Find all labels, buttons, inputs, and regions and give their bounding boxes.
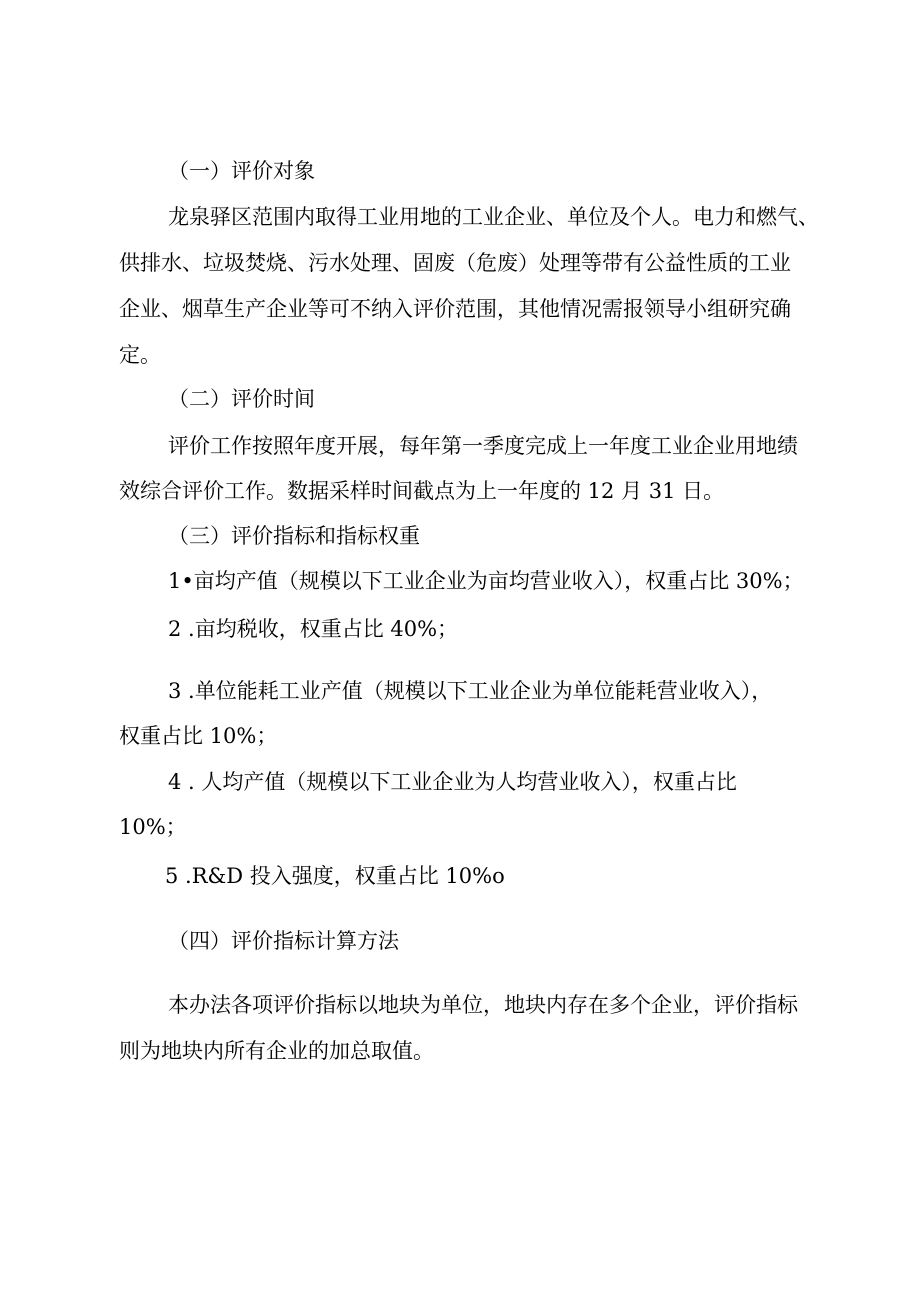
section-heading-indicators-weights: （三）评价指标和指标权重	[168, 524, 420, 548]
section-heading-calculation-method: （四）评价指标计算方法	[168, 929, 399, 953]
section-heading-evaluation-object: （一）评价对象	[168, 159, 315, 183]
list-item-indicator-4-continued: 10%；	[119, 815, 187, 839]
paragraph-line: 定。	[119, 343, 161, 367]
paragraph-line: 评价工作按照年度开展，每年第一季度完成上一年度工业企业用地绩	[168, 434, 798, 458]
list-item-indicator-2: 2 .亩均税收，权重占比 40%；	[168, 617, 459, 641]
list-item-indicator-3-continued: 权重占比 10%；	[119, 724, 278, 748]
list-item-indicator-3: 3 .单位能耗工业产值（规模以下工业企业为单位能耗营业收入），	[168, 679, 773, 703]
paragraph-line: 供排水、垃圾焚烧、污水处理、固废（危废）处理等带有公益性质的工业	[119, 251, 791, 275]
paragraph-line: 则为地块内所有企业的加总取值。	[119, 1039, 434, 1063]
list-item-indicator-1: 1•亩均产值（规模以下工业企业为亩均营业收入），权重占比 30%；	[168, 569, 804, 593]
paragraph-line: 本办法各项评价指标以地块为单位，地块内存在多个企业，评价指标	[168, 993, 798, 1017]
paragraph-line: 龙泉驿区范围内取得工业用地的工业企业、单位及个人。电力和燃气、	[168, 205, 819, 229]
section-heading-evaluation-time: （二）评价时间	[168, 387, 315, 411]
list-item-indicator-5: 5 .R&D 投入强度，权重占比 10%o	[165, 864, 505, 888]
paragraph-line: 企业、烟草生产企业等可不纳入评价范围，其他情况需报领导小组研究确	[119, 297, 791, 321]
list-item-indicator-4: 4 . 人均产值（规模以下工业企业为人均营业收入），权重占比	[168, 770, 737, 794]
paragraph-line: 效综合评价工作。数据采样时间截点为上一年度的 12 月 31 日。	[119, 479, 725, 503]
